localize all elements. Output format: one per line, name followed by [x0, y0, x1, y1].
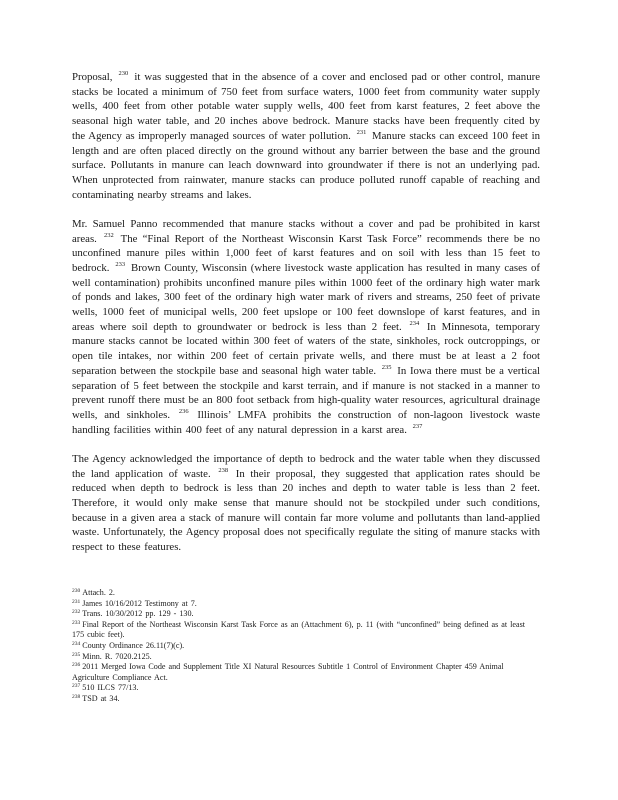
footnote — [72, 599, 540, 610]
footnote — [72, 588, 540, 599]
footnote-number: 233 — [72, 619, 81, 626]
text-run: Manure stacks can exceed 100 feet in length and are often placed directly on the ground without any barrier between the base and the ground surface. Pollutants in manure can leach downward into groundwater if there is not an underlying pad. When unprotected from rainwater, manure stacks can produce polluted runoff capable of reaching and contaminating nearby streams and lakes. — [72, 129, 540, 201]
footnote — [72, 609, 540, 620]
footnote-text: 2011 Merged Iowa Code and Supplement Title XI Natural Resources Subtitle 1 Control of Environment Chapter 459 Animal Agriculture Compliance Act. — [72, 662, 504, 682]
footnote-number: 237 — [72, 683, 81, 690]
footnote-text: Final Report of the Northeast Wisconsin Karst Task Force as an (Attachment 6), p. 11 (with “unconfined” being defined as at least 175 cubic feet). — [72, 619, 525, 640]
text-run: Mr. Samuel Panno recommended that manure stacks without a cover and pad be prohibited in karst areas. — [72, 217, 540, 245]
footnote-reference: 230 — [118, 70, 129, 77]
footnote — [72, 652, 540, 663]
footnote-reference: 238 — [218, 466, 229, 474]
footnote-reference: 235 — [381, 363, 392, 371]
text-run: Illinois’ LMFA prohibits the construction of non-lagoon livestock waste handling facilities within 400 feet of any natural depression in a karst area. — [72, 408, 541, 436]
text-run: In Iowa there must be a vertical separation of 5 feet between the stockpile and karst terrain, and if manure is not stacked in a manner to prevent runoff there must be an 800 foot setback from high-quality water resources, agricultural drainage wells, and sinkholes. — [72, 364, 541, 421]
text-run: In their proposal, they suggested that application rates should be reduced when depth to bedrock is less than 20 inches and depth to water table is less than 2 feet. Therefore, it would only make sense that manure should not be stockpiled under such conditions, because in a given area a stack of manure will contain far more volume and pollutants than land-applied waste. Unfortunately, the Agency proposal does not specifically regulate the siting of manure stacks with respect to these features. — [72, 467, 540, 554]
footnote-text: County Ordinance 26.11(7)(c). — [82, 640, 185, 650]
text-run: The “Final Report of the Northeast Wisconsin Karst Task Force” recommends there be no unconfined manure piles within 1,000 feet of karst features and on soil with less than 15 feet to bedrock. — [72, 232, 540, 274]
footnote-number: 231 — [72, 598, 81, 605]
footnote-text: James 10/16/2012 Testimony at 7. — [82, 598, 197, 608]
footnote — [72, 694, 540, 705]
footnote — [72, 641, 540, 652]
footnote-text: 510 ILCS 77/13. — [82, 683, 139, 693]
footnote-number: 232 — [72, 609, 81, 616]
footnote-reference: 237 — [412, 422, 423, 430]
paragraph-manure-stack-setbacks — [72, 70, 540, 202]
footnote — [72, 620, 540, 641]
footnote-number: 235 — [72, 651, 81, 658]
footnote-reference: 234 — [409, 319, 420, 327]
paragraph-agency-depth-to-bedrock — [72, 452, 540, 555]
footnote-reference: 232 — [104, 231, 114, 239]
text-run: The Agency acknowledged the importance of depth to bedrock and the water table when they discussed the land application of waste. — [72, 452, 540, 480]
text-run: Brown County, Wisconsin (where livestock waste application has resulted in many cases of well contamination) prohibits unconfined manure piles within 1000 feet of the ordinary high water mark of ponds and lakes, 300 feet of the ordinary high water mark of rivers and streams, 250 feet of private wells, 1000 feet of municipal wells, 200 feet upslope or 100 feet downslope of karst features, and in areas where soil depth to groundwater or bedrock is less than 2 feet. — [72, 261, 540, 333]
text-run: In Minnesota, temporary manure stacks cannot be located within 300 feet of waters of the state, sinkholes, rock outcroppings, or open tile intakes, nor within 200 feet of certain private wells, and there must be at least a 2 foot separation between the stockpile base and seasonal high water table. — [72, 320, 540, 377]
footnote-text: Attach. 2. — [82, 588, 115, 597]
footnotes — [72, 588, 540, 705]
footnote-reference: 236 — [178, 407, 189, 415]
text-run: Proposal, — [72, 71, 117, 83]
document-body — [72, 70, 540, 569]
footnote — [72, 662, 540, 683]
footnote-reference: 233 — [115, 260, 126, 268]
footnote-number: 230 — [72, 588, 81, 594]
footnote-text: Trans. 10/30/2012 pp. 129 - 130. — [82, 609, 194, 619]
footnote-number: 238 — [72, 693, 81, 700]
text-run: it was suggested that in the absence of a cover and enclosed pad or other control, manure stacks be located a minimum of 750 feet from surface waters, 1000 feet from community water supply wells, 400 feet from other potable water supply wells, 400 feet from karst features, 2 feet above the seasonal high water table, and 20 inches above bedrock. Manure stacks have been frequently cited by the Agency as improperly managed sources of water pollution. — [72, 71, 540, 142]
footnote-text: Minn. R. 7020.2125. — [82, 651, 152, 661]
paragraph-karst-recommendations — [72, 217, 540, 438]
footnote-number: 236 — [72, 662, 81, 669]
footnote — [72, 683, 540, 694]
footnote-number: 234 — [72, 640, 81, 647]
footnote-text: TSD at 34. — [82, 693, 120, 703]
footnote-reference: 231 — [356, 128, 367, 136]
